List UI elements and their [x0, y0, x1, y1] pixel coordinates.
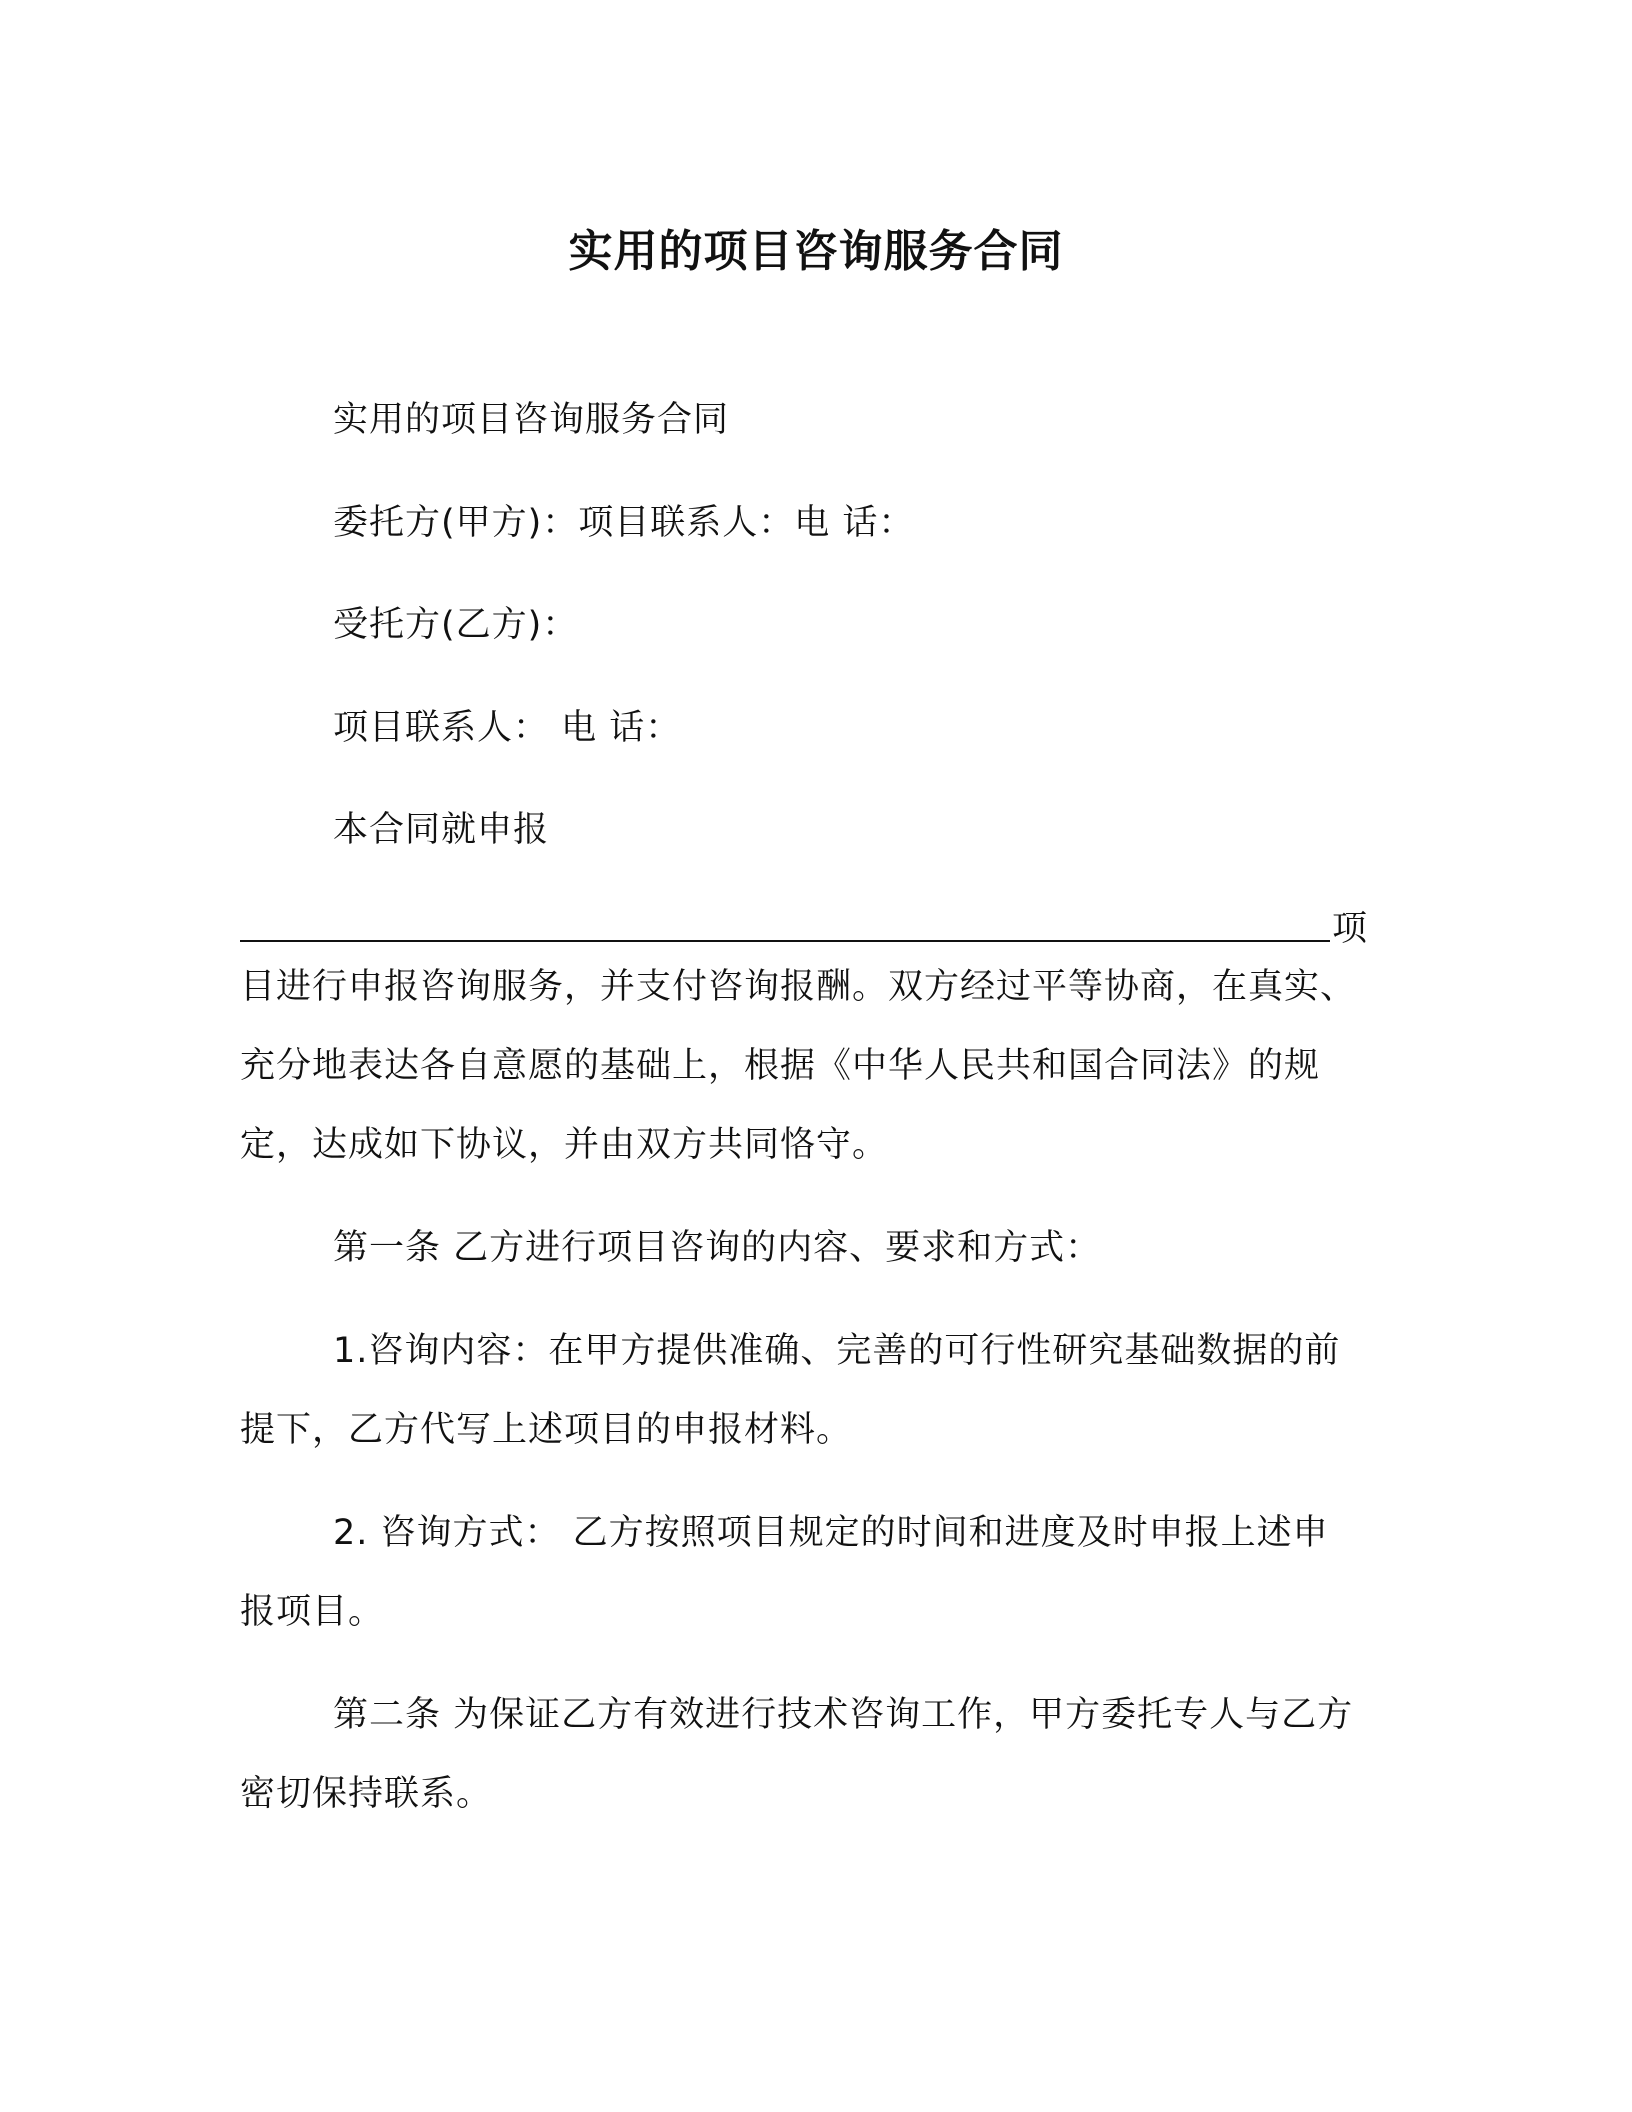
intro-line-4: 定，达成如下协议，并由双方共同恪守。 — [240, 1125, 889, 1165]
article-2-line-2: 密切保持联系。 — [240, 1774, 493, 1814]
article-1-item-2-line-2: 报项目。 — [240, 1592, 385, 1632]
blank-underline — [240, 940, 1330, 942]
article-1-item-2-line-1: 2. 咨询方式： 乙方按照项目规定的时间和进度及时申报上述申 — [333, 1513, 1329, 1553]
project-name-blank — [240, 904, 1369, 954]
intro-line-3: 充分地表达各自意愿的基础上，根据《中华人民共和国合同法》的规 — [240, 1046, 1321, 1086]
subtitle: 实用的项目咨询服务合同 — [333, 400, 730, 440]
intro-start: 本合同就申报 — [333, 810, 550, 850]
blank-tail-text: 项 — [1332, 909, 1369, 949]
contact-b-line: 项目联系人： 电 话： — [333, 708, 682, 748]
article-2-line-1: 第二条 为保证乙方有效进行技术咨询工作，甲方委托专人与乙方 — [333, 1695, 1354, 1735]
party-b-line: 受托方(乙方)： — [333, 605, 579, 645]
article-1-item-1-line-1: 1.咨询内容：在甲方提供准确、完善的可行性研究基础数据的前 — [333, 1331, 1341, 1371]
article-1-heading: 第一条 乙方进行项目咨询的内容、要求和方式： — [333, 1228, 1102, 1268]
page-title: 实用的项目咨询服务合同 — [568, 226, 1064, 277]
article-1-item-1-line-2: 提下，乙方代写上述项目的申报材料。 — [240, 1410, 853, 1450]
party-a-line: 委托方(甲方)：项目联系人：电 话： — [333, 503, 915, 543]
intro-line-2: 目进行申报咨询服务，并支付咨询报酬。双方经过平等协商，在真实、 — [240, 967, 1357, 1007]
